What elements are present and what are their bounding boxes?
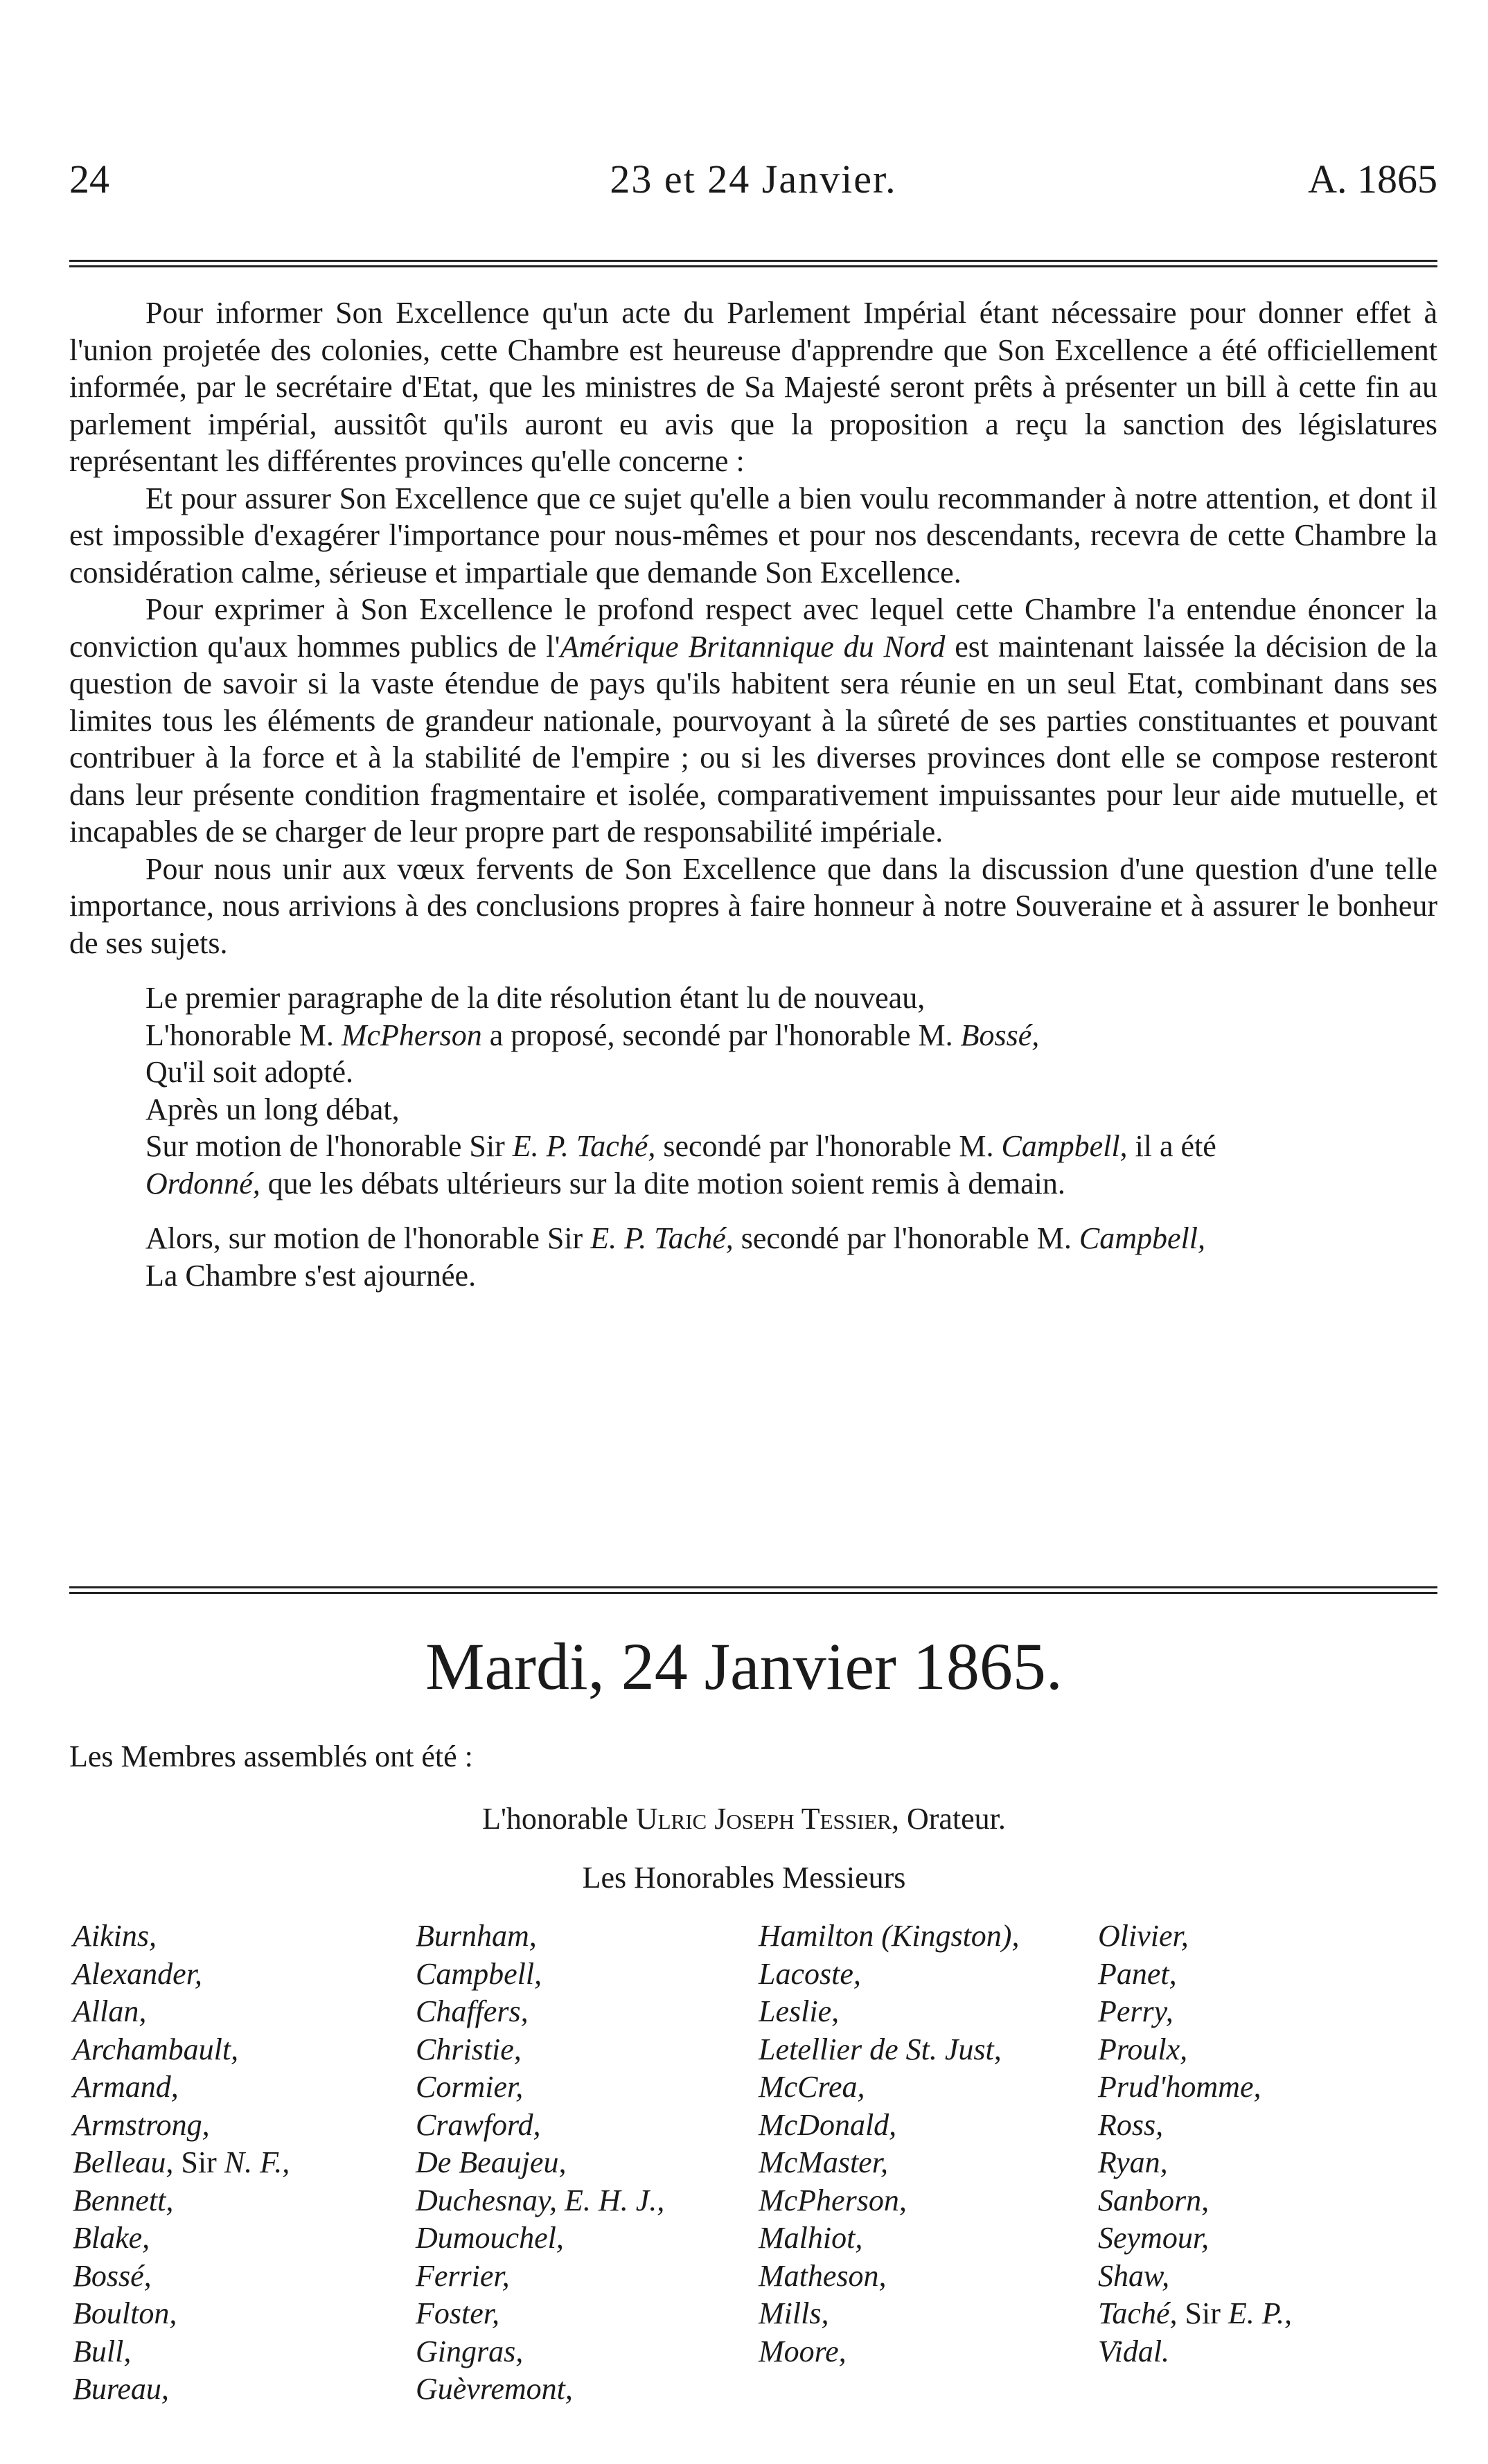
member-name: McDonald, <box>759 2107 897 2142</box>
proceedings-line-7: Alors, sur motion de l'honorable Sir E. P. Taché, secondé par l'honorable M. Campbell, <box>145 1221 1205 1255</box>
proceedings-line-5: Sur motion de l'honorable Sir E. P. Taché, secondé par l'honorable M. Campbell, il a été <box>145 1129 1216 1163</box>
member-name: Lacoste, <box>759 1956 861 1991</box>
member-name: Burnham, <box>416 1919 537 1953</box>
member-name: Bossé, <box>73 2258 152 2293</box>
member-name: De Beaujeu, <box>416 2145 567 2179</box>
member-name: Foster, <box>416 2296 499 2330</box>
member-name: Prud'homme, <box>1098 2070 1261 2104</box>
proceedings-line-4: Après un long débat, <box>145 1092 400 1126</box>
member-name: Ryan, <box>1098 2145 1168 2179</box>
speaker-name: Ulric Joseph Tessier, <box>635 1802 899 1836</box>
member-name: Perry, <box>1098 1994 1173 2028</box>
member-name: Proulx, <box>1098 2032 1188 2066</box>
header-rule-bottom <box>69 265 1437 267</box>
member-name: Boulton, <box>73 2296 177 2330</box>
member-name: Duchesnay, E. H. J., <box>416 2183 665 2217</box>
address-paragraph-4: Pour nous unir aux vœux fervents de Son Excellence que dans la discussion d'une question d'une telle importance, nous arrivions à des conclusions propres à faire honneur à notre Souveraine et à assurer le bonheur de ses sujets. <box>69 851 1437 960</box>
member-name: Chaffers, <box>416 1994 529 2028</box>
member-name: Allan, <box>73 1994 147 2028</box>
members-column-2 <box>416 1917 664 2409</box>
proceedings-line-8: La Chambre s'est ajournée. <box>145 1258 477 1293</box>
member-name: Vidal. <box>1098 2334 1170 2368</box>
member-name: Letellier de St. Just, <box>759 2032 1002 2066</box>
member-name: Olivier, <box>1098 1919 1189 1953</box>
member-name: Ross, <box>1098 2107 1164 2142</box>
member-name: Bull, <box>73 2334 132 2368</box>
address-paragraph-3: Pour exprimer à Son Excellence le profond respect avec lequel cette Chambre l'a entendue énoncer la conviction qu'aux hommes publics de l'Amérique Britannique du Nord est maintenant laissée la décision de la question de savoir si la vaste étendue de pays qu'ils habitent sera réunie en un seul Etat, combinant dans ses limites tous les éléments de grandeur nationale, pourvoyant à la sûreté de ses parties constituantes et pouvant contribuer à la force et à la stabilité de l'empire ; ou si les diverses provinces dont elle se compose resteront dans leur présente condition fragmentaire et isolée, comparativement impuissantes pour leur aide mutuelle, et incapables de se charger de leur propre part de responsabilité impériale. <box>69 592 1437 849</box>
member-name: Ferrier, <box>416 2258 510 2293</box>
speaker-line: L'honorable Ulric Joseph Tessier, Orateur. <box>482 1802 1006 1836</box>
member-name: Alexander, <box>73 1956 202 1991</box>
member-name: Blake, <box>73 2221 150 2255</box>
member-name: Bureau, <box>73 2372 169 2406</box>
members-intro: Les Membres assemblés ont été : <box>69 1739 473 1773</box>
member-name: Hamilton (Kingston), <box>759 1919 1020 1953</box>
member-name: Christie, <box>416 2032 522 2066</box>
member-name: Bennett, <box>73 2183 174 2217</box>
section-rule-top <box>69 1586 1437 1588</box>
member-name: Guèvremont, <box>416 2372 573 2406</box>
member-name: Aikins, <box>73 1919 157 1953</box>
member-name: McMaster, <box>759 2145 888 2179</box>
header-rule-top <box>69 260 1437 262</box>
member-name: Seymour, <box>1098 2221 1210 2255</box>
honorables-heading: Les Honorables Messieurs <box>582 1861 906 1895</box>
member-name: Shaw, <box>1098 2258 1170 2293</box>
members-column-3 <box>759 1917 1019 2370</box>
proceedings-line-6: Ordonné, que les débats ultérieurs sur la dite motion soient remis à demain. <box>145 1166 1065 1200</box>
sitting-title: Mardi, 24 Janvier 1865. <box>425 1629 1063 1703</box>
member-name: Cormier, <box>416 2070 524 2104</box>
header-dates: 23 et 24 Janvier. <box>610 157 897 202</box>
member-name: Archambault, <box>73 2032 239 2066</box>
member-name: Armstrong, <box>73 2107 210 2142</box>
member-name: Panet, <box>1098 1956 1177 1991</box>
section-rule-bottom <box>69 1592 1437 1594</box>
header-year: A. 1865 <box>1308 157 1437 202</box>
member-name: Moore, <box>759 2334 847 2368</box>
member-name: Taché, Sir E. P., <box>1098 2296 1292 2330</box>
address-paragraph-2: Et pour assurer Son Excellence que ce sujet qu'elle a bien voulu recommander à notre attention, et dont il est impossible d'exagérer l'importance pour nous-mêmes et pour nos descendants, recevra de cette Chambre la considération calme, sérieuse et impartiale que demande Son Excellence. <box>69 481 1437 590</box>
address-text <box>69 294 1437 1294</box>
member-name: Mills, <box>759 2296 829 2330</box>
place-name: Amérique Britannique du Nord <box>560 629 946 664</box>
member-name: Matheson, <box>759 2258 887 2293</box>
member-name: Crawford, <box>416 2107 541 2142</box>
member-name: Malhiot, <box>759 2221 863 2255</box>
member-name: Gingras, <box>416 2334 524 2368</box>
address-paragraph-1: Pour informer Son Excellence qu'un acte du Parlement Impérial étant nécessaire pour donner effet à l'union projetée des colonies, cette Chambre est heureuse d'apprendre que Son Excellence a été officiellement informée, par le secrétaire d'Etat, que les ministres de Sa Majesté seront prêts à présenter un bill à cette fin au parlement impérial, aussitôt qu'ils auront eu avis que la proposition a reçu la sanction des législatures représentant les différentes provinces qu'elle concerne : <box>69 296 1437 478</box>
member-name: McCrea, <box>759 2070 865 2104</box>
running-header <box>69 149 1437 211</box>
member-name: Belleau, Sir N. F., <box>73 2145 290 2179</box>
proceedings-line-2: L'honorable M. McPherson a proposé, secondé par l'honorable M. Bossé, <box>145 1018 1040 1052</box>
members-column-4 <box>1098 1917 1292 2370</box>
member-name: Dumouchel, <box>416 2221 564 2255</box>
member-name: Leslie, <box>759 1994 840 2028</box>
member-name: Campbell, <box>416 1956 542 1991</box>
member-name: McPherson, <box>759 2183 907 2217</box>
member-name: Armand, <box>73 2070 179 2104</box>
proceedings-line-3: Qu'il soit adopté. <box>145 1055 354 1089</box>
page-number: 24 <box>69 157 109 202</box>
members-column-1 <box>73 1917 290 2409</box>
member-name: Sanborn, <box>1098 2183 1210 2217</box>
proceedings-line-1: Le premier paragraphe de la dite résolution étant lu de nouveau, <box>145 981 925 1015</box>
